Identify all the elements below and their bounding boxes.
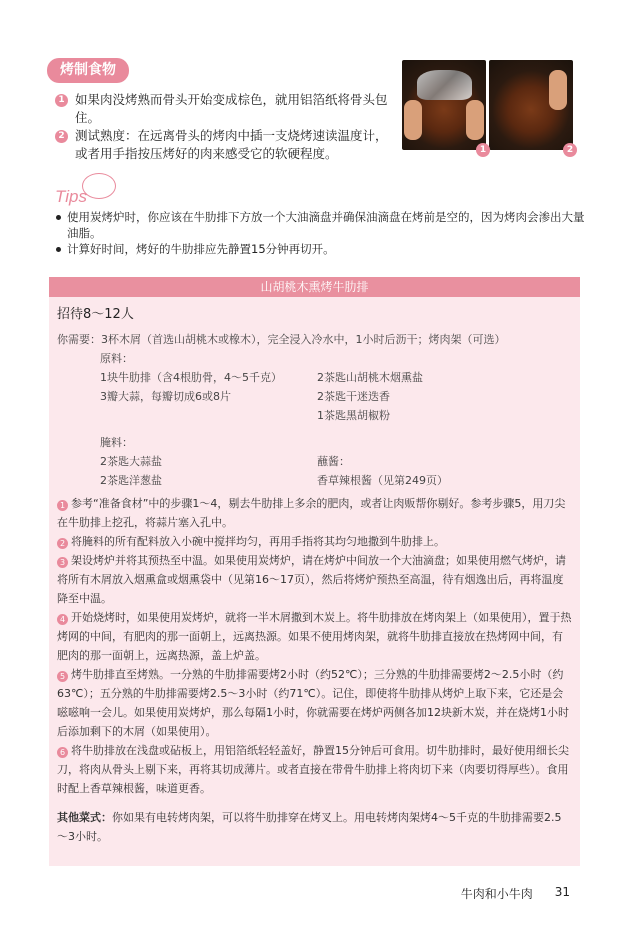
step-number: 4 xyxy=(57,614,68,625)
recipe-step xyxy=(57,551,572,608)
recipe-step xyxy=(57,665,572,741)
tip-item: 使用炭烤炉时，你应该在牛肋排下方放一个大油滴盘并确保油滴盘在烤前是空的，因为烤肉会渗出大量油脂。 xyxy=(55,209,585,241)
step-number: 1 xyxy=(57,500,68,511)
photo-foil-wrapped-ribs xyxy=(402,60,486,150)
servings: 招待8～12人 xyxy=(57,307,134,322)
tips-numbered-list xyxy=(55,91,395,163)
step-number: 6 xyxy=(57,747,68,758)
marinade-item: 2茶匙洋葱盐 xyxy=(100,474,162,487)
ingredients-column-right xyxy=(317,349,572,490)
ingredient: 1块牛肋排（含4根肋骨，4～5千克） xyxy=(100,371,282,384)
step-text: 烤牛肋排直至烤熟。一分熟的牛肋排需要烤2小时（约52℃）；三分熟的牛肋排需要烤2～2.5小时（约63℃）；五分熟的牛肋排需要烤2.5～3小时（约71℃）。记住，即使将牛肋排从烤炉上取下来，它还是会嗞嗞响一会儿。如果使用炭烤炉，那么每隔1小时，你就需要在烤炉两侧各加12块新木炭，并在烧烤1小时后添加剩下的木屑（如果使用）。 xyxy=(57,668,569,738)
variation-note xyxy=(57,808,572,846)
variation-label: 其他菜式： xyxy=(57,811,112,824)
ingredient: 2茶匙干迷迭香 xyxy=(317,390,390,403)
list-item xyxy=(55,91,395,127)
step-text: 将牛肋排放在浅盘或砧板上，用铝箔纸轻轻盖好，静置15分钟后可食用。切牛肋排时，最好使用细长尖刀，将肉从骨头上剔下来，再将其切成薄片。或者直接在带骨牛肋排上将肉切下来（肉要切得厚些）。食用时配上香草辣根酱，味道更香。 xyxy=(57,744,569,795)
ingredient: 1茶匙黑胡椒粉 xyxy=(317,409,390,422)
step-number: 2 xyxy=(57,538,68,549)
tips-label: Tips xyxy=(55,187,87,206)
equipment-needed: 你需要：3杯木屑（首选山胡桃木或橡木），完全浸入冷水中，1小时后沥干；烤肉架（可选） xyxy=(57,333,506,346)
marinade-label: 腌料： xyxy=(100,436,133,449)
photo-number: 1 xyxy=(476,143,490,157)
recipe-step xyxy=(57,494,572,532)
photo-number: 2 xyxy=(563,143,577,157)
tips-list xyxy=(55,209,585,257)
step-number: 3 xyxy=(57,557,68,568)
recipe-title: 山胡桃木熏烤牛肋排 xyxy=(49,277,580,297)
section-heading: 烤制食物 xyxy=(47,58,129,83)
tips-header xyxy=(47,173,580,209)
recipe-step xyxy=(57,741,572,798)
step-text: 将腌料的所有配料放入小碗中搅拌均匀，再用手指将其均匀地撒到牛肋排上。 xyxy=(71,535,445,548)
page-number: 31 xyxy=(554,885,570,899)
photo-thermometer-test xyxy=(489,60,573,150)
photo-strip xyxy=(402,60,582,160)
recipe-box xyxy=(49,297,580,866)
marinade-item: 2茶匙大蒜盐 xyxy=(100,455,162,468)
ingredient: 2茶匙山胡桃木烟熏盐 xyxy=(317,371,423,384)
step-text: 架设烤炉并将其预热至中温。如果使用炭烤炉，请在烤炉中间放一个大油滴盘；如果使用燃气烤炉，请将所有木屑放入烟熏盒或烟熏袋中（见第16～17页），然后将烤炉预热至高温，待有烟逸出后，再将温度降至中温。 xyxy=(57,554,566,605)
step-number: 5 xyxy=(57,671,68,682)
page-footer xyxy=(461,885,570,902)
sauce-label: 蘸酱： xyxy=(317,455,350,468)
variation-text: 你如果有电转烤肉架，可以将牛肋排穿在烤叉上。用电转烤肉架烤4～5千克的牛肋排需要2.5～3小时。 xyxy=(57,811,562,843)
tips-bubble-icon xyxy=(82,173,116,199)
number-badge: 2 xyxy=(55,130,68,143)
tip-item: 计算好时间，烤好的牛肋排应先静置15分钟再切开。 xyxy=(55,241,585,257)
list-item-text: 如果肉没烤熟而骨头开始变成棕色，就用铝箔纸将骨头包住。 xyxy=(75,92,388,125)
number-badge: 1 xyxy=(55,94,68,107)
ingredients-column xyxy=(100,349,317,490)
ingredient: 3瓣大蒜，每瓣切成6或8片 xyxy=(100,390,231,403)
step-text: 开始烧烤时，如果使用炭烤炉，就将一半木屑撒到木炭上。将牛肋排放在烤肉架上（如果使用），置于热烤网的中间，有肥肉的那一面朝上，远离热源。如果不使用烤肉架，就将牛肋排直接放在热烤网中间，有肥肉的那一面朝上，远离热源，盖上炉盖。 xyxy=(57,611,572,662)
sauce-item: 香草辣根酱（见第249页） xyxy=(317,474,448,487)
chapter-name: 牛肉和小牛肉 xyxy=(460,887,533,901)
recipe-step xyxy=(57,608,572,665)
top-section xyxy=(47,58,580,163)
list-item xyxy=(55,127,395,163)
list-item-text: 测试熟度：在远离骨头的烤肉中插一支烧烤速读温度计，或者用手指按压烤好的肉来感受它的软硬程度。 xyxy=(75,128,388,161)
step-text: 参考“准备食材”中的步骤1～4，剔去牛肋排上多余的肥肉，或者让肉贩帮你剔好。参考步骤5，用刀尖在牛肋排上挖孔，将蒜片塞入孔中。 xyxy=(57,497,566,529)
recipe-step xyxy=(57,532,572,551)
ingredients xyxy=(100,349,572,490)
recipe-steps xyxy=(57,494,572,798)
ingredients-label: 原料： xyxy=(100,352,133,365)
